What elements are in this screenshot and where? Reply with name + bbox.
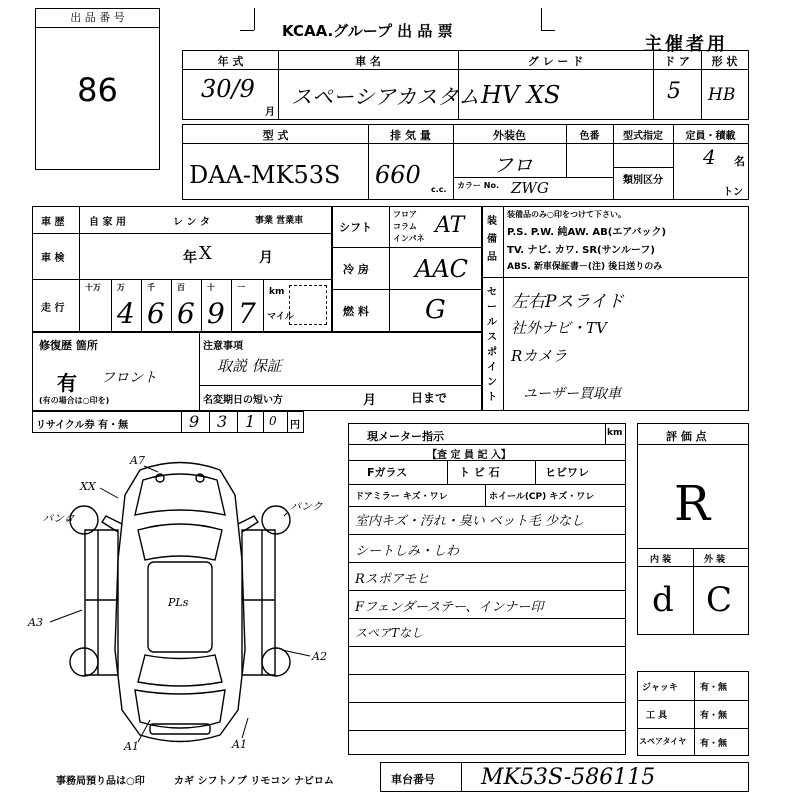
diagram-label: パンク	[42, 512, 75, 525]
model-value: DAA-MK53S	[189, 161, 341, 189]
digit-unit-100k: 十万	[85, 283, 101, 292]
interior-value: d	[652, 580, 674, 620]
tool-jack-label: ジャッキ	[642, 683, 678, 693]
shaken-year-mark: X	[199, 243, 212, 264]
evaluation-title: 評 価 点	[666, 430, 707, 443]
shaken-month-unit: 月	[259, 250, 273, 266]
digit-unit-1k: 千	[147, 283, 155, 292]
exterior-header: 外 装	[704, 555, 726, 565]
shift-floor: フロア	[393, 210, 417, 219]
diagram-label: A2	[312, 650, 327, 663]
office-items: カギ シフトノブ リモコン ナビロム	[174, 776, 334, 787]
wheel: ホイール(CP) キズ・ワレ	[489, 492, 595, 502]
evaluation-score: R	[674, 476, 711, 532]
sales-line: 左右Pスライド	[511, 292, 624, 312]
repair-note: (有の場合は○印を)	[39, 396, 110, 405]
sales-point-label: セールスポイント	[487, 287, 497, 403]
digit-unit-10: 十	[207, 283, 215, 292]
mileage-digit: 9	[207, 297, 225, 330]
ac-label: 冷 房	[343, 263, 369, 276]
repair-location: フロント	[101, 370, 157, 386]
history-label: 車 歴	[41, 217, 65, 228]
tool-jack-value: 有・無	[700, 683, 728, 693]
tool-spare-label: スペアタイヤ	[639, 737, 687, 746]
deadline-label: 名変期日の短い方	[203, 395, 283, 406]
equipment-instruction: 装備品のみ○印をつけて下さい。	[507, 210, 626, 219]
color-no-label: カラー No.	[457, 181, 500, 190]
year-header: 年 式	[217, 55, 244, 68]
remark-line: Fフェンダーステー、インナー印	[355, 600, 544, 615]
digit-unit-100: 百	[177, 283, 185, 292]
shape-value: HB	[708, 85, 736, 105]
fuel-label: 燃 料	[343, 305, 369, 318]
mileage-label: 走 行	[41, 303, 65, 314]
equipment-line-3: ABS. 新車保証書－(注) 後日送りのみ	[507, 262, 663, 272]
repair-history-label: 修復歴 箇所	[39, 339, 98, 352]
color-header: 外装色	[493, 129, 526, 142]
km-label: km	[269, 287, 285, 297]
office-note: 事務局預り品は○印	[56, 776, 145, 787]
shift-column: コラム	[393, 222, 417, 231]
shaken-label: 車 検	[41, 253, 65, 264]
equipment-line-2: TV. ナビ. カワ. SR(サンルーフ)	[507, 245, 655, 256]
exterior-value: C	[706, 580, 733, 620]
lot-number-box	[35, 8, 160, 170]
equipment-label: 装 備 品	[487, 216, 497, 263]
deadline-day: 日まで	[411, 391, 448, 405]
chassis-number-box	[380, 762, 749, 792]
mileage-digit: 7	[238, 297, 256, 330]
ac-value: AAC	[415, 255, 469, 283]
lot-number-label: 出 品 番 号	[36, 9, 159, 28]
glass-chip: ト ビ 石	[459, 466, 500, 479]
diagram-label: XX	[80, 480, 96, 493]
inspector-box	[348, 423, 626, 755]
digit-unit-1: 一	[237, 283, 245, 292]
interior-header: 内 装	[650, 555, 672, 565]
caution-value: 取説 保証	[217, 357, 282, 375]
diagram-label: A7	[130, 454, 145, 467]
recycle-digit: 1	[245, 412, 256, 431]
car-damage-diagram	[20, 450, 340, 760]
recycle-digit: 0	[269, 414, 277, 428]
door-mirror: ドアミラー キズ・ワレ	[355, 492, 448, 502]
car-name-value: スペーシアカスタム	[291, 85, 480, 109]
model-header: 型 式	[262, 129, 289, 142]
equipment-line-1: P.S. P.W. 純AW. AB(エアバック)	[507, 227, 667, 238]
yen-unit: 円	[290, 420, 300, 431]
mileage-digit: 6	[177, 297, 195, 330]
glass-crack: ヒビワレ	[545, 466, 589, 479]
sales-line: 社外ナビ・TV	[511, 319, 607, 337]
year-value: 30/9	[201, 75, 255, 103]
grade-value: HV XS	[481, 81, 561, 109]
history-table	[32, 206, 332, 332]
tool-kit-label: 工 具	[646, 711, 668, 721]
color-no-value: ZWG	[511, 179, 549, 197]
mileage-digit: 6	[147, 297, 165, 330]
shift-panel: インパネ	[393, 234, 425, 243]
recycle-label: リサイクル券 有・無	[36, 420, 129, 431]
mechanical-table	[332, 206, 482, 332]
sales-line: Rカメラ	[511, 347, 568, 365]
deadline-month: 月	[363, 393, 377, 408]
type-certification-header: 型式指定	[623, 131, 663, 142]
displacement-value: 660	[375, 161, 421, 189]
color-value: フロ	[493, 153, 533, 177]
row1-table	[182, 50, 749, 120]
chassis-label: 車台番号	[391, 773, 435, 786]
capacity-header: 定員・積載	[685, 131, 736, 142]
chassis-value: MK53S-586115	[481, 765, 656, 790]
shape-header: 形 状	[711, 55, 738, 68]
grade-header: グ レ ー ド	[527, 55, 584, 68]
shift-label: シフト	[339, 221, 372, 234]
capacity-unit: 名	[734, 155, 745, 168]
diagram-label: A1	[232, 738, 247, 751]
tool-spare-value: 有・無	[700, 739, 728, 749]
shaken-year-unit: 年	[183, 250, 197, 266]
recycle-digit: 9	[189, 412, 200, 431]
inspector-header: 【査 定 員 記 入】	[427, 450, 511, 461]
year-month-unit: 月	[265, 107, 275, 118]
sponsor-use-label: 主催者用	[644, 34, 728, 55]
displacement-header: 排 気 量	[390, 129, 431, 142]
sales-line: ユーザー買取車	[523, 386, 621, 402]
diagram-label: パンク	[290, 500, 323, 513]
remark-line: Rスポアモヒ	[355, 572, 430, 587]
remark-line: スペアTなし	[355, 626, 424, 640]
door-header: ド ア	[664, 55, 690, 68]
capacity-value: 4	[703, 145, 716, 169]
equipment-box	[482, 206, 749, 411]
recycle-digit: 3	[217, 412, 228, 431]
cc-unit: c.c.	[431, 185, 447, 194]
repair-table	[32, 332, 482, 411]
glass-f: Fガラス	[367, 466, 408, 479]
diagram-label: PLs	[168, 596, 189, 609]
remark-line: シートしみ・しわ	[355, 544, 460, 559]
meter-title: 現メーター指示	[367, 430, 444, 443]
car-name-header: 車 名	[355, 55, 381, 68]
shift-value: AT	[435, 213, 465, 238]
diagram-label: A3	[28, 616, 43, 629]
lot-number-value: 86	[77, 71, 118, 109]
tools-box	[637, 671, 749, 756]
mile-label: マイル	[267, 312, 294, 322]
caution-label: 注意事項	[203, 341, 243, 352]
history-rental: レ ン タ	[173, 217, 210, 228]
meter-km: km	[607, 428, 623, 438]
mileage-digit: 4	[117, 297, 135, 330]
repair-value: 有	[57, 371, 77, 395]
color-number-header: 色番	[579, 131, 600, 142]
history-private: 自 家 用	[89, 217, 126, 228]
tool-kit-value: 有・無	[700, 711, 728, 721]
digit-unit-10k: 万	[117, 283, 125, 292]
evaluation-box	[637, 423, 749, 635]
class-division-label: 類別区分	[623, 175, 663, 186]
history-commercial: 事業 営業車	[255, 216, 304, 226]
diagram-label: A1	[124, 740, 139, 753]
form-title: KCAA.グループ 出 品 票	[282, 22, 453, 40]
remark-line: 室内キズ・汚れ・臭い ベット毛 少なし	[355, 514, 585, 529]
ton-unit: トン	[723, 187, 743, 198]
door-value: 5	[667, 79, 681, 104]
fuel-value: G	[425, 295, 446, 325]
recycle-row	[32, 411, 304, 433]
row2-table	[182, 124, 749, 200]
